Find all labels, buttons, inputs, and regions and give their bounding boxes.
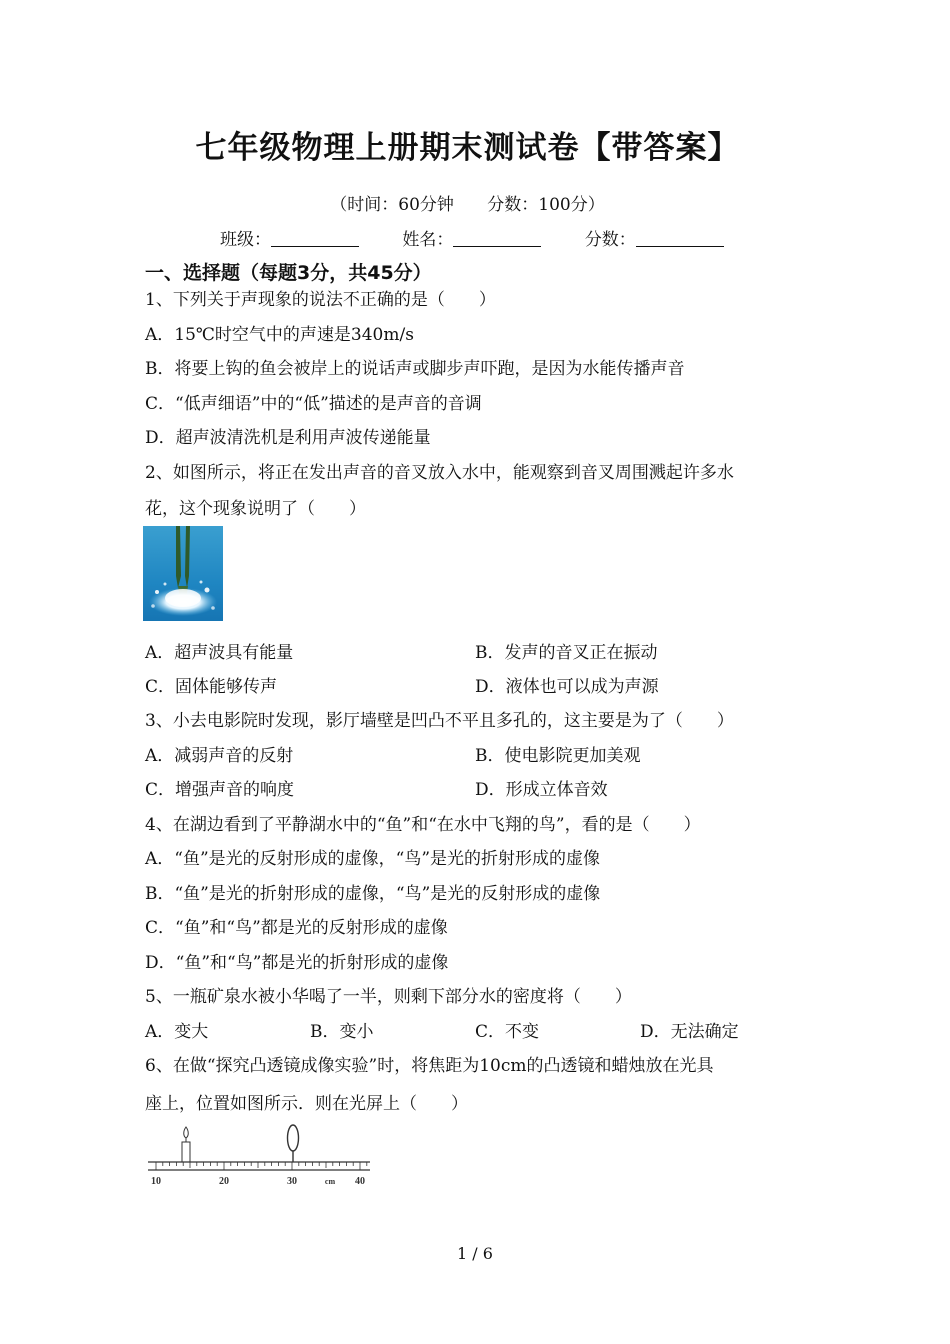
- tuning-fork-in-water-image: [143, 526, 223, 621]
- q1-option-a: A．15℃时空气中的声速是340m/s: [145, 325, 414, 345]
- q1-option-b: B．将要上钩的鱼会被岸上的说话声或脚步声吓跑，是因为水能传播声音: [145, 359, 685, 379]
- q3-option-b: B．使电影院更加美观: [475, 746, 641, 766]
- q2-option-c: C．固体能够传声: [145, 677, 278, 697]
- name-blank[interactable]: [453, 230, 541, 247]
- q4-option-c: C．“鱼”和“鸟”都是光的反射形成的虚像: [145, 918, 448, 938]
- q6-stem-line2: 座上，位置如图所示．则在光屏上（ ）: [145, 1094, 468, 1114]
- q4-stem: 4、在湖边看到了平静湖水中的“鱼”和“在水中飞翔的鸟”，看的是（ ）: [145, 815, 701, 835]
- student-info-row: [220, 225, 762, 250]
- exam-time: （时间：60分钟: [330, 195, 454, 215]
- convex-lens-icon: [288, 1125, 299, 1162]
- optical-bench-figure: [144, 1120, 374, 1192]
- class-blank[interactable]: [271, 230, 359, 247]
- q5-option-d: D．无法确定: [640, 1022, 739, 1042]
- q3-option-d: D．形成立体音效: [475, 780, 608, 800]
- q2-stem-line1: 2、如图所示，将正在发出声音的音叉放入水中，能观察到音叉周围溅起许多水: [145, 463, 734, 483]
- bench-unit-label: cm: [324, 1177, 336, 1186]
- q5-option-b: B．变小: [310, 1022, 374, 1042]
- q3-stem: 3、小去电影院时发现，影厅墙壁是凹凸不平且多孔的，这主要是为了（ ）: [145, 711, 734, 731]
- q2-stem-line2: 花，这个现象说明了（ ）: [145, 499, 366, 519]
- section-heading: 一、选择题（每题3分，共45分）: [145, 262, 432, 284]
- name-field: [402, 225, 541, 250]
- name-label: 姓名：: [402, 230, 454, 250]
- exam-total-score: 分数：100分）: [487, 195, 605, 215]
- q2-option-a: A．超声波具有能量: [145, 643, 294, 663]
- q6-stem-line1: 6、在做“探究凸透镜成像实验”时，将焦距为10cm的凸透镜和蜡烛放在光具: [145, 1056, 714, 1076]
- q1-stem: 1、下列关于声现象的说法不正确的是（ ）: [145, 290, 496, 310]
- q3-option-a: A．减弱声音的反射: [145, 746, 294, 766]
- q2-option-b: B．发声的音叉正在振动: [475, 643, 658, 663]
- q5-option-c: C．不变: [475, 1022, 540, 1042]
- q4-option-b: B．“鱼”是光的折射形成的虚像，“鸟”是光的反射形成的虚像: [145, 884, 601, 904]
- score-blank[interactable]: [636, 230, 724, 247]
- bench-tick-label: 20: [219, 1176, 229, 1187]
- class-field: [220, 225, 359, 250]
- candle-icon: [182, 1127, 190, 1162]
- exam-info: [0, 190, 935, 215]
- bench-tick-label: 10: [151, 1176, 161, 1187]
- q2-option-d: D．液体也可以成为声源: [475, 677, 659, 697]
- q3-option-c: C．增强声音的响度: [145, 780, 295, 800]
- bench-tick-label: 40: [355, 1176, 365, 1187]
- score-field: [585, 225, 724, 250]
- q4-option-d: D．“鱼”和“鸟”都是光的折射形成的虚像: [145, 953, 449, 973]
- score-label: 分数：: [584, 230, 636, 250]
- q4-option-a: A．“鱼”是光的反射形成的虚像，“鸟”是光的折射形成的虚像: [145, 849, 601, 869]
- q5-option-a: A．变大: [145, 1022, 209, 1042]
- q1-option-d: D．超声波清洗机是利用声波传递能量: [145, 428, 431, 448]
- page-number: 1 / 6: [457, 1244, 493, 1263]
- page-title: 七年级物理上册期末测试卷【带答案】: [195, 130, 740, 166]
- class-label: 班级：: [220, 230, 271, 250]
- bench-tick-label: 30: [287, 1176, 297, 1187]
- q5-stem: 5、一瓶矿泉水被小华喝了一半，则剩下部分水的密度将（ ）: [145, 987, 632, 1007]
- q1-option-c: C．“低声细语”中的“低”描述的是声音的音调: [145, 394, 482, 414]
